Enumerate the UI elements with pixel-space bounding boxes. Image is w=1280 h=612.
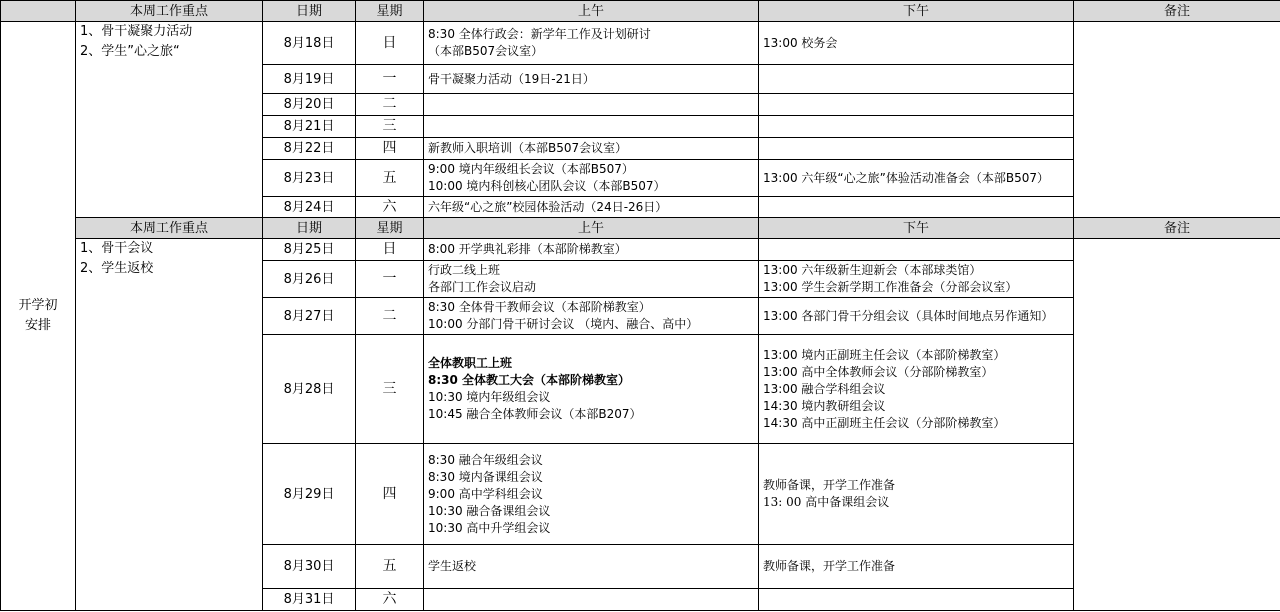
pm-cell: [759, 197, 1074, 218]
focus-item: 1、骨干凝聚力活动: [80, 24, 193, 39]
weekday-cell: 四: [356, 444, 424, 545]
pm-cell: 13:00 六年级新生迎新会（本部球类馆） 13:00 学生会新学期工作准备会（分部会议室）: [759, 261, 1074, 298]
pm-cell: 教师备课，开学工作准备 13: 00 高中备课组会议: [759, 444, 1074, 545]
date-cell: 8月18日: [263, 22, 356, 65]
date-cell: 8月27日: [263, 298, 356, 335]
am-cell: 六年级“心之旅”校园体验活动（24日-26日）: [424, 197, 759, 218]
weekday-cell: 二: [356, 94, 424, 116]
week2-header-row: [1, 218, 1280, 239]
am-cell: 9:00 境内年级组长会议（本部B507） 10:00 境内科创核心团队会议（本部B507）: [424, 160, 759, 197]
date-cell: 8月31日: [263, 589, 356, 611]
weekday-cell: 五: [356, 545, 424, 589]
week1-remark: [1074, 22, 1280, 218]
pm-cell: [759, 138, 1074, 160]
am-cell: 全体教职工上班 8:30 全体教工大会（本部阶梯教室） 10:30 境内年级组会议 10:45 融合全体教师会议（本部B207）: [424, 335, 759, 444]
week1-header-row: [1, 1, 1280, 22]
date-header: 日期: [263, 1, 356, 22]
week2-remark: [1074, 239, 1280, 611]
date-cell: 8月30日: [263, 545, 356, 589]
pm-cell: [759, 589, 1074, 611]
am-cell: 行政二线上班 各部门工作会议启动: [424, 261, 759, 298]
pm-header: 下午: [759, 218, 1074, 239]
pm-cell: 13:00 校务会: [759, 22, 1074, 65]
focus-item: 2、学生返校: [80, 261, 154, 276]
weekday-cell: 五: [356, 160, 424, 197]
focus-header: 本周工作重点: [76, 218, 263, 239]
table-row: [1, 22, 1280, 65]
weekday-cell: 日: [356, 239, 424, 261]
pm-cell: 13:00 境内正副班主任会议（本部阶梯教室） 13:00 高中全体教师会议（分部阶梯教室） 13:00 融合学科组会议 14:30 境内教研组会议 14:30 高中正副班主任会议（分部阶梯教室）: [759, 335, 1074, 444]
weekday-cell: 一: [356, 261, 424, 298]
weekday-header: 星期: [356, 218, 424, 239]
pm-header: 下午: [759, 1, 1074, 22]
period-label: 开学初 安排: [1, 22, 76, 611]
date-cell: 8月22日: [263, 138, 356, 160]
date-cell: 8月28日: [263, 335, 356, 444]
date-cell: 8月25日: [263, 239, 356, 261]
pm-cell: 13:00 各部门骨干分组会议（具体时间地点另作通知）: [759, 298, 1074, 335]
pm-cell: [759, 65, 1074, 94]
am-cell: 8:00 开学典礼彩排（本部阶梯教室）: [424, 239, 759, 261]
weekday-cell: 一: [356, 65, 424, 94]
am-cell: 8:30 融合年级组会议 8:30 境内备课组会议 9:00 高中学科组会议 10:30 融合备课组会议 10:30 高中升学组会议: [424, 444, 759, 545]
date-cell: 8月20日: [263, 94, 356, 116]
am-header: 上午: [424, 218, 759, 239]
date-cell: 8月24日: [263, 197, 356, 218]
am-cell: 8:30 全体骨干教师会议（本部阶梯教室） 10:00 分部门骨干研讨会议 （境内、融合、高中）: [424, 298, 759, 335]
pm-cell: [759, 239, 1074, 261]
weekday-cell: 二: [356, 298, 424, 335]
remark-header: 备注: [1074, 1, 1280, 22]
weekday-header: 星期: [356, 1, 424, 22]
pm-cell: [759, 94, 1074, 116]
pm-cell: 13:00 六年级“心之旅”体验活动准备会（本部B507）: [759, 160, 1074, 197]
weekday-cell: 日: [356, 22, 424, 65]
am-cell: 骨干凝聚力活动（19日-21日）: [424, 65, 759, 94]
am-cell: 新教师入职培训（本部B507会议室）: [424, 138, 759, 160]
am-cell: 8:30 全体行政会：新学年工作及计划研讨 （本部B507会议室）: [424, 22, 759, 65]
date-cell: 8月19日: [263, 65, 356, 94]
focus-item: 1、骨干会议: [80, 241, 154, 256]
am-header: 上午: [424, 1, 759, 22]
weekday-cell: 六: [356, 589, 424, 611]
am-cell: [424, 94, 759, 116]
date-cell: 8月21日: [263, 116, 356, 138]
table-row: [1, 239, 1280, 261]
date-cell: 8月26日: [263, 261, 356, 298]
blank-header-cell: [1, 1, 76, 22]
date-header: 日期: [263, 218, 356, 239]
week2-focus: [76, 239, 263, 611]
pm-cell: [759, 116, 1074, 138]
remark-header: 备注: [1074, 218, 1280, 239]
weekday-cell: 六: [356, 197, 424, 218]
weekday-cell: 三: [356, 335, 424, 444]
pm-cell: 教师备课，开学工作准备: [759, 545, 1074, 589]
weekday-cell: 四: [356, 138, 424, 160]
focus-item: 2、学生”心之旅“: [80, 44, 180, 59]
weekday-cell: 三: [356, 116, 424, 138]
am-cell: [424, 589, 759, 611]
date-cell: 8月29日: [263, 444, 356, 545]
am-cell: 学生返校: [424, 545, 759, 589]
focus-header: 本周工作重点: [76, 1, 263, 22]
date-cell: 8月23日: [263, 160, 356, 197]
week1-focus: [76, 22, 263, 218]
am-cell: [424, 116, 759, 138]
